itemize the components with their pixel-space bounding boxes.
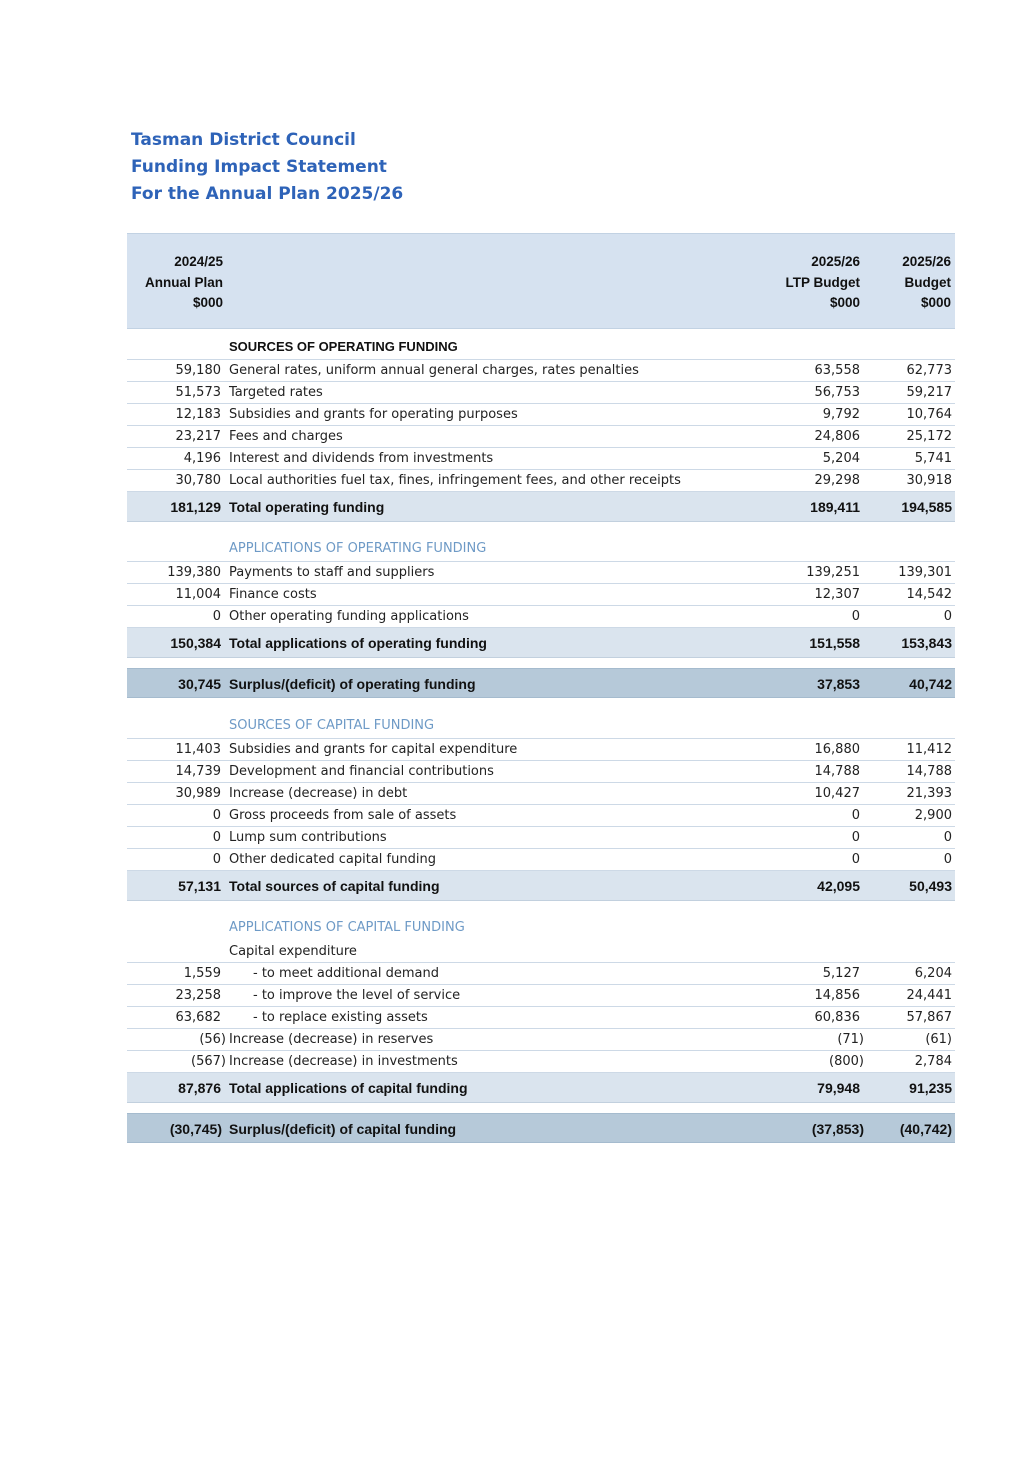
table-row: 12,183 Subsidies and grants for operating purposes 9,792 10,764 [127, 404, 955, 426]
total-row-applications-capital: 87,876 Total applications of capital funding 79,948 91,235 [127, 1073, 955, 1103]
table-row: 0 Other operating funding applications 0 0 [127, 606, 955, 628]
table-row: 0 Other dedicated capital funding 0 0 [127, 849, 955, 871]
spacer [127, 658, 955, 668]
section-title-sources-operating: SOURCES OF OPERATING FUNDING [127, 329, 955, 360]
spacer [127, 901, 955, 910]
subheading-capital-expenditure: Capital expenditure [127, 941, 955, 963]
table-row: 30,780 Local authorities fuel tax, fines, infringement fees, and other receipts 29,298 30,918 [127, 470, 955, 492]
table-row: 30,989 Increase (decrease) in debt 10,427 21,393 [127, 783, 955, 805]
table-row: 0 Lump sum contributions 0 0 [127, 827, 955, 849]
table-row: 51,573 Targeted rates 56,753 59,217 [127, 382, 955, 404]
total-row-sources-capital: 57,131 Total sources of capital funding 42,095 50,493 [127, 871, 955, 901]
surplus-row-operating: 30,745 Surplus/(deficit) of operating funding 37,853 40,742 [127, 668, 955, 698]
table-row: 14,739 Development and financial contributions 14,788 14,788 [127, 761, 955, 783]
statement-title: Funding Impact Statement [131, 157, 387, 177]
funding-impact-table [127, 233, 955, 1143]
section-title-sources-capital: SOURCES OF CAPITAL FUNDING [127, 708, 955, 739]
table-row: 23,258 - to improve the level of service 14,856 24,441 [127, 985, 955, 1007]
total-row-applications-operating: 150,384 Total applications of operating funding 151,558 153,843 [127, 628, 955, 658]
document-heading [131, 127, 403, 208]
spacer [127, 698, 955, 708]
table-row: 59,180 General rates, uniform annual general charges, rates penalties 63,558 62,773 [127, 360, 955, 382]
table-row: 63,682 - to replace existing assets 60,836 57,867 [127, 1007, 955, 1029]
total-row-operating-funding: 181,129 Total operating funding 189,411 194,585 [127, 492, 955, 522]
surplus-row-capital: (30,745) Surplus/(deficit) of capital funding (37,853) (40,742) [127, 1113, 955, 1143]
header-ltp-budget-2025-26: 2025/26 LTP Budget $000 [785, 254, 860, 310]
table-row: 1,559 - to meet additional demand 5,127 6,204 [127, 963, 955, 985]
spacer [127, 1103, 955, 1113]
table-row: 11,403 Subsidies and grants for capital expenditure 16,880 11,412 [127, 739, 955, 761]
table-row: (567) Increase (decrease) in investments (800) 2,784 [127, 1051, 955, 1073]
table-header [127, 233, 955, 329]
header-budget-2025-26: 2025/26 Budget $000 [902, 254, 951, 310]
table-row: 4,196 Interest and dividends from investments 5,204 5,741 [127, 448, 955, 470]
table-row: 23,217 Fees and charges 24,806 25,172 [127, 426, 955, 448]
section-title-applications-capital: APPLICATIONS OF CAPITAL FUNDING [229, 920, 465, 935]
plan-period: For the Annual Plan 2025/26 [131, 184, 404, 204]
header-annual-plan-2024-25: 2024/25 Annual Plan $000 [144, 254, 223, 310]
table-row: (56) Increase (decrease) in reserves (71) (61) [127, 1029, 955, 1051]
spacer [127, 522, 955, 531]
table-row: 11,004 Finance costs 12,307 14,542 [127, 584, 955, 606]
table-row: 139,380 Payments to staff and suppliers 139,251 139,301 [127, 562, 955, 584]
council-name: Tasman District Council [131, 130, 356, 150]
section-title-applications-operating: APPLICATIONS OF OPERATING FUNDING [127, 531, 955, 562]
table-row: 0 Gross proceeds from sale of assets 0 2,900 [127, 805, 955, 827]
